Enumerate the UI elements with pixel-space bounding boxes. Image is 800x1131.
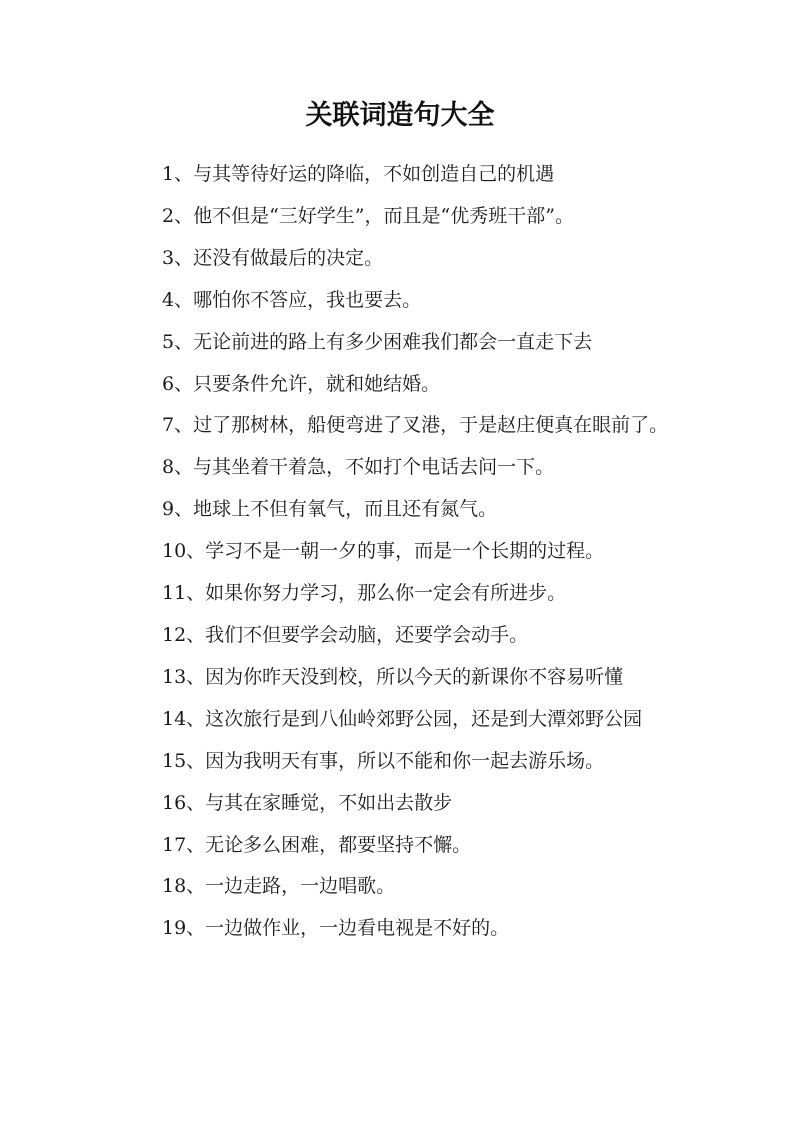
sentence-item-12: 12、我们不但要学会动脑，还要学会动手。: [162, 623, 529, 646]
sentence-item-17: 17、无论多么困难，都要坚持不懈。: [162, 833, 472, 856]
sentence-list: [122, 154, 684, 950]
sentence-item-9: 9、地球上不但有氧气，而且还有氮气。: [162, 498, 498, 521]
sentence-item-15: 15、因为我明天有事，所以不能和你一起去游乐场。: [162, 749, 605, 772]
sentence-item-4: 4、哪怕你不答应，我也要去。: [162, 288, 422, 311]
sentence-item-14: 14、这次旅行是到八仙岭郊野公园，还是到大潭郊野公园: [162, 707, 643, 730]
sentence-item-2: 2、他不但是“三好学生”，而且是“优秀班干部”。: [162, 204, 574, 227]
sentence-item-16: 16、与其在家睡觉，不如出去散步: [162, 791, 453, 814]
sentence-item-6: 6、只要条件允许，就和她结婚。: [162, 372, 441, 395]
sentence-item-18: 18、一边走路，一边唱歌。: [162, 875, 396, 898]
sentence-item-10: 10、学习不是一朝一夕的事，而是一个长期的过程。: [162, 540, 605, 563]
sentence-item-11: 11、如果你努力学习，那么你一定会有所进步。: [162, 582, 567, 605]
document-title: 关联词造句大全: [305, 100, 495, 131]
sentence-item-7: 7、过了那树林，船便弯进了叉港，于是赵庄便真在眼前了。: [162, 414, 669, 437]
sentence-item-19: 19、一边做作业，一边看电视是不好的。: [162, 917, 510, 940]
sentence-item-13: 13、因为你昨天没到校，所以今天的新课你不容易听懂: [162, 665, 624, 688]
sentence-item-3: 3、还没有做最后的决定。: [162, 246, 384, 269]
sentence-item-1: 1、与其等待好运的降临，不如创造自己的机遇: [162, 163, 555, 185]
sentence-item-5: 5、无论前进的路上有多少困难我们都会一直走下去: [162, 330, 593, 353]
sentence-item-8: 8、与其坐着干着急，不如打个电话去问一下。: [162, 456, 555, 479]
